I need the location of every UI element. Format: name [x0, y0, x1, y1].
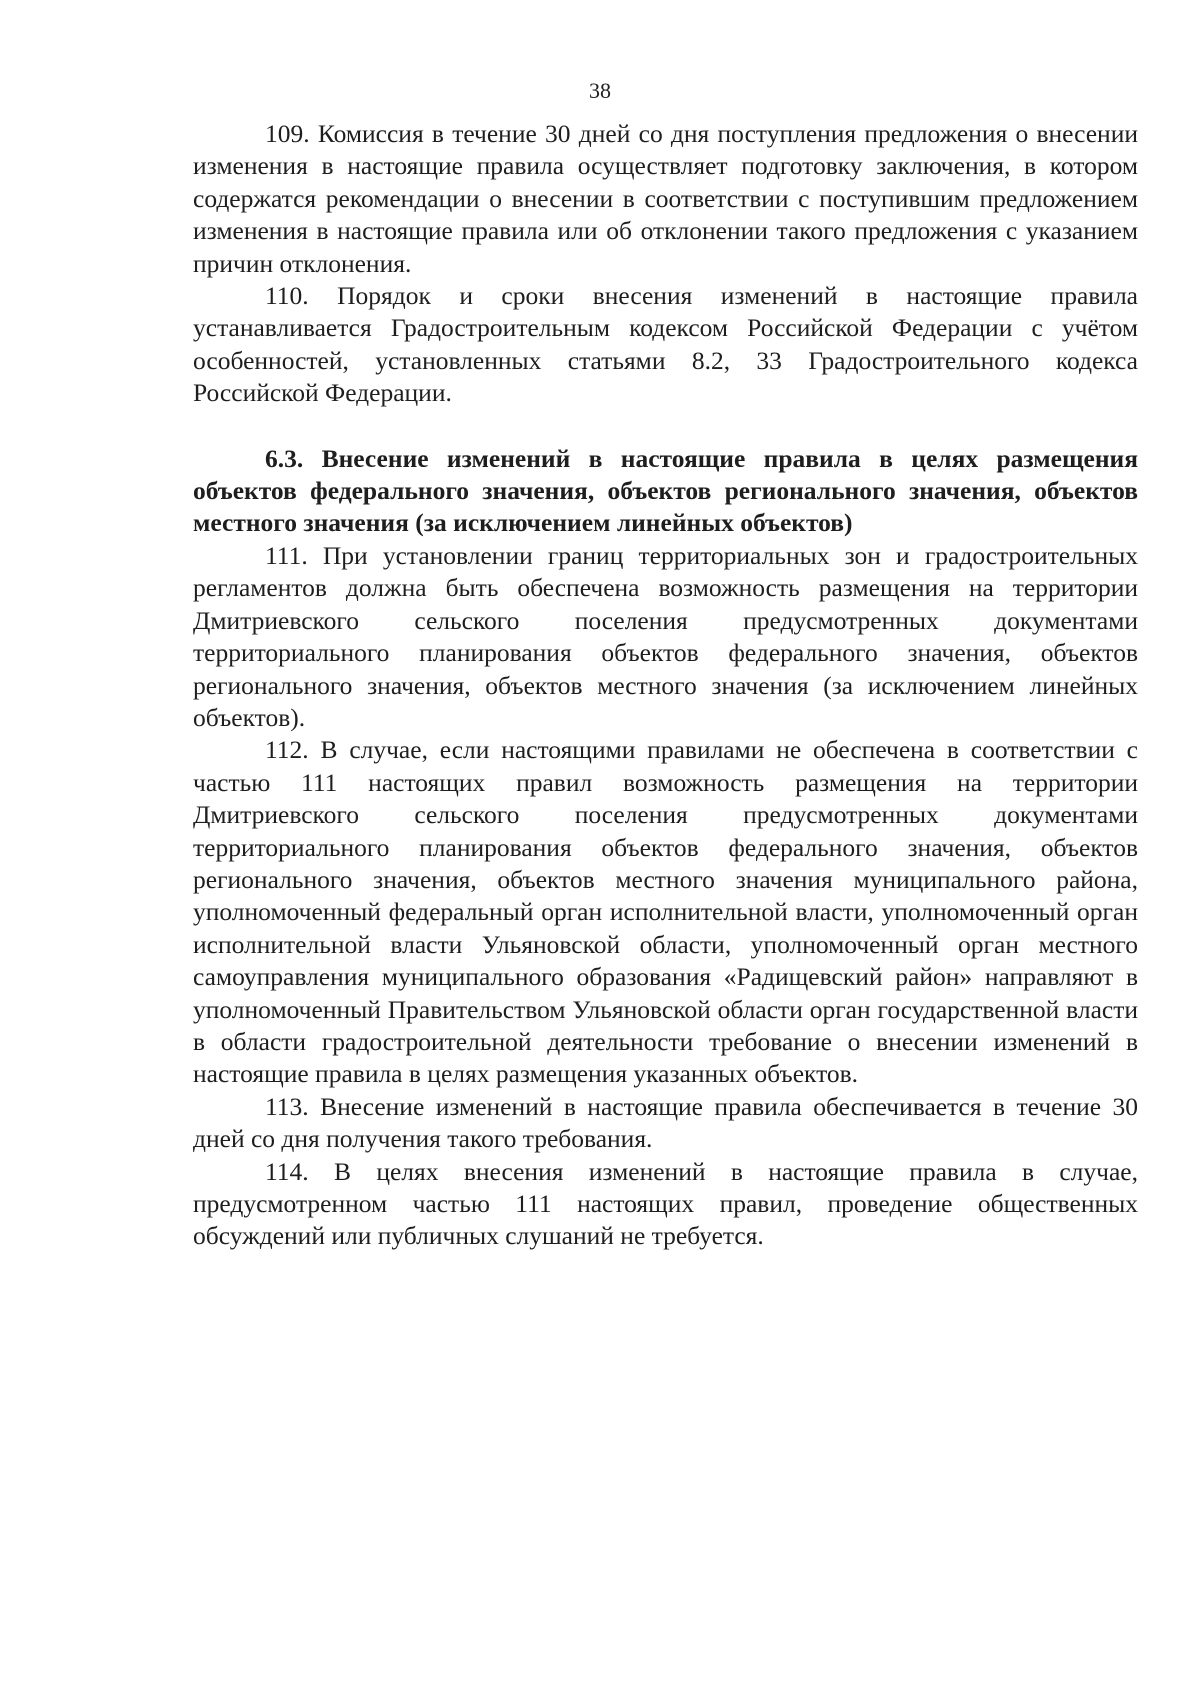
- paragraph-113: 113. Внесение изменений в настоящие правила обеспечивается в течение 30 дней со дня получения такого требования.: [193, 1091, 1138, 1154]
- paragraph-112: 112. В случае, если настоящими правилами не обеспечена в соответствии с частью 111 настоящих правил возможность размещения на территории Дмитриевского сельского поселения предусмотренных документами территориального планирования объектов федерального значения, объектов регионального значения, объектов местного значения муниципального района, уполномоченный федеральный орган исполнительной власти, уполномоченный орган исполнительной власти Ульяновской области, уполномоченный орган местного самоуправления муниципального образования «Радищевский район» направляют в уполномоченный Правительством Ульяновской области орган государственной власти в области градостроительной деятельности требование о внесении изменений в настоящие правила в целях размещения указанных объектов.: [193, 735, 1138, 1089]
- section-heading: 6.3. Внесение изменений в настоящие правила в целях размещения объектов федерального значения, объектов регионального значения, объектов местного значения (за исключением линейных объектов): [193, 443, 1138, 538]
- paragraph-111: 111. При установлении границ территориальных зон и градостроительных регламентов должна быть обеспечена возможность размещения на территории Дмитриевского сельского поселения предусмотренных документами территориального планирования объектов федерального значения, объектов регионального значения, объектов местного значения (за исключением линейных объектов).: [193, 540, 1138, 732]
- paragraph-114: 114. В целях внесения изменений в настоящие правила в случае, предусмотренном частью 111 настоящих правил, проведение общественных обсуждений или публичных слушаний не требуется.: [193, 1156, 1138, 1251]
- document-body: [193, 118, 1138, 1253]
- paragraph-110: 110. Порядок и сроки внесения изменений в настоящие правила устанавливается Градостроительным кодексом Российской Федерации с учётом особенностей, установленных статьями 8.2, 33 Градостроительного кодекса Российской Федерации.: [193, 281, 1138, 408]
- page-number: 38: [589, 78, 611, 103]
- paragraph-109: 109. Комиссия в течение 30 дней со дня поступления предложения о внесении изменения в настоящие правила осуществляет подготовку заключения, в котором содержатся рекомендации о внесении в соответствии с поступившим предложением изменения в настоящие правила или об отклонении такого предложения с указанием причин отклонения.: [193, 119, 1138, 278]
